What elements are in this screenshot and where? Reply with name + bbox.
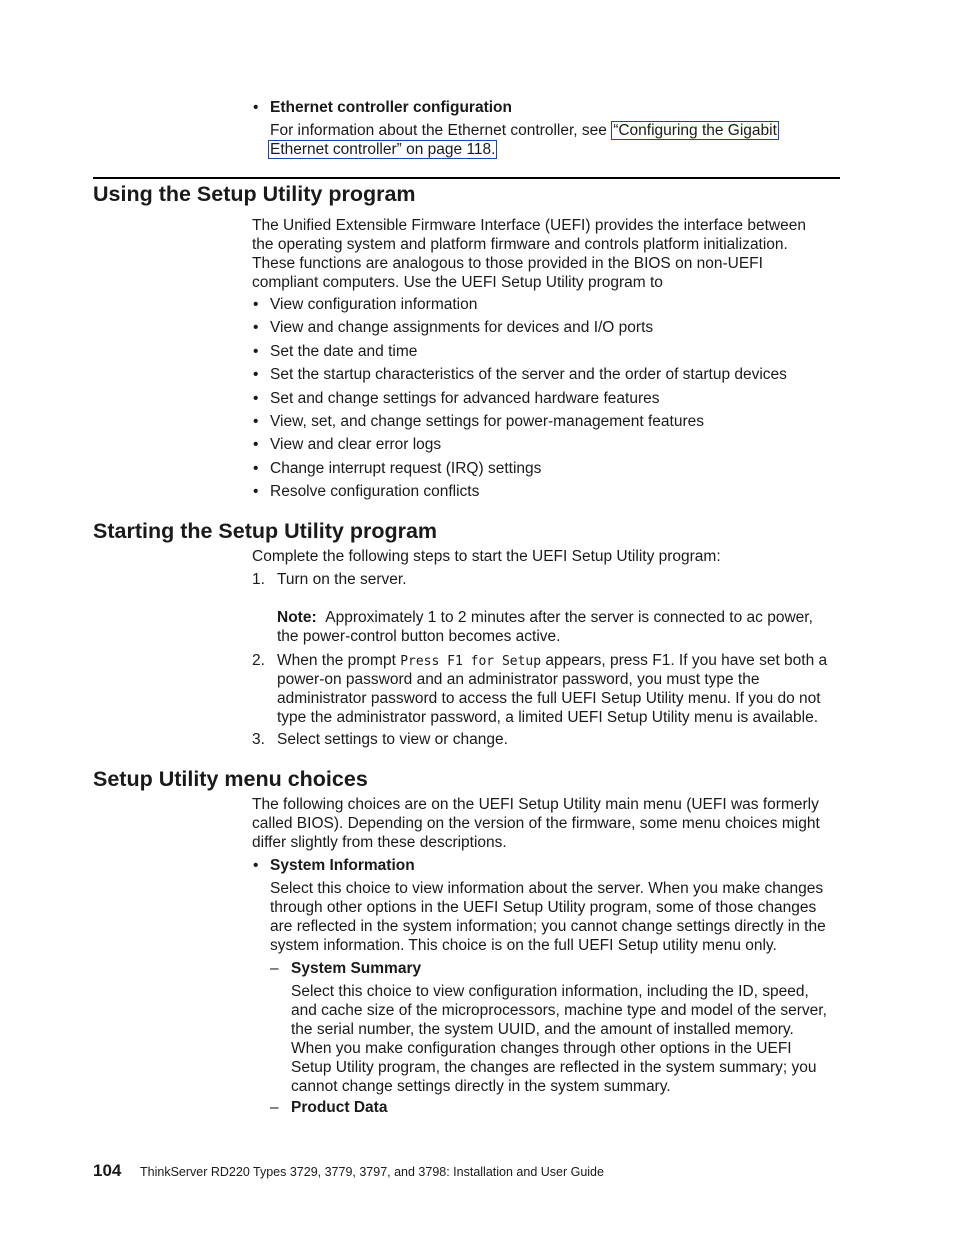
system-information-title: System Information [270, 857, 415, 874]
bullet-icon: • [253, 436, 259, 453]
bullet-icon: • [253, 390, 259, 407]
step-number: 3. [252, 731, 265, 748]
menu-choices-intro: The following choices are on the UEFI Setup Utility main menu (UEFI was formerly called BIOS). Depending on the version of the firmware, some menu choices might differ slightly from these descriptions. [252, 796, 820, 851]
system-information-text: Select this choice to view information about the server. When you make changes through other options in the UEFI Setup Utility program, some of those changes are reflected in the system information; you cannot change settings directly in the system information. This choice is on the full UEFI Setup utility menu only. [270, 880, 826, 954]
note-label: Note: [277, 609, 317, 626]
step-text: Select settings to view or change. [277, 731, 508, 748]
section-heading-using-setup: Using the Setup Utility program [93, 182, 416, 206]
list-item: View, set, and change settings for power-management features [270, 413, 704, 430]
footer-title: ThinkServer RD220 Types 3729, 3779, 3797, and 3798: Installation and User Guide [140, 1165, 604, 1179]
list-item: Set and change settings for advanced hardware features [270, 390, 660, 407]
step2-suffix: appears, press F1. If you have set both a [541, 652, 828, 669]
ethernet-config-prefix: For information about the Ethernet controller, see [270, 122, 612, 139]
note [277, 608, 813, 627]
system-summary-text: Select this choice to view configuration information, including the ID, speed, and cache size of the microprocessors, machine type and model of the server, the serial number, the system UUID, and the amount of installed memory. When you make configuration changes through other options in the UEFI Setup Utility program, the changes are reflected in the system summary; you cannot change settings directly in the system summary. [291, 983, 827, 1095]
bullet-icon: • [253, 319, 259, 336]
section-heading-starting-setup: Starting the Setup Utility program [93, 519, 438, 543]
list-item: Resolve configuration conflicts [270, 483, 480, 500]
starting-setup-intro: Complete the following steps to start the UEFI Setup Utility program: [252, 548, 721, 565]
step2-continued: power-on password and an administrator password, you must type the administrator password to access the full UEFI Setup Utility menu. If you do not type the administrator password, a limited UEFI Setup Utility menu is available. [277, 671, 821, 726]
note-text-line2: the power-control button becomes active. [277, 628, 561, 645]
ethernet-config-title: Ethernet controller configuration [270, 99, 512, 116]
system-summary-title: System Summary [291, 960, 422, 977]
note-text: Approximately 1 to 2 minutes after the server is connected to ac power, [325, 609, 813, 626]
ethernet-link-part1[interactable]: “Configuring the Gigabit [613, 122, 777, 139]
section-intro-using-setup: The Unified Extensible Firmware Interface (UEFI) provides the interface between the operating system and platform firmware and controls platform initialization. These functions are analogous to those provided in the BIOS on non-UEFI compliant computers. Use the UEFI Setup Utility program to [252, 217, 806, 291]
list-item: Change interrupt request (IRQ) settings [270, 460, 542, 477]
bullet-icon: • [253, 413, 259, 430]
list-item: View and clear error logs [270, 436, 442, 453]
step-text: Turn on the server. [277, 571, 407, 588]
bullet-icon: • [253, 343, 259, 360]
ethernet-config-text [270, 121, 779, 140]
bullet-icon: • [253, 296, 259, 313]
step-text [277, 651, 827, 671]
prompt-code: Press F1 for Setup [400, 654, 542, 669]
ethernet-link-part2[interactable]: Ethernet controller” on page 118. [270, 141, 496, 158]
dash-icon: – [270, 960, 279, 977]
product-data-title: Product Data [291, 1099, 388, 1116]
section-heading-menu-choices: Setup Utility menu choices [93, 767, 368, 791]
ethernet-link-line2-wrap [268, 140, 497, 159]
bullet-icon: • [253, 99, 259, 116]
list-item: View configuration information [270, 296, 478, 313]
step-number: 2. [252, 652, 265, 669]
page-number: 104 [93, 1161, 122, 1180]
bullet-icon: • [253, 483, 259, 500]
dash-icon: – [270, 1099, 279, 1116]
step-number: 1. [252, 571, 265, 588]
list-item: View and change assignments for devices and I/O ports [270, 319, 654, 336]
section-divider [93, 177, 840, 179]
bullet-icon: • [253, 366, 259, 383]
bullet-icon: • [253, 857, 259, 874]
list-item: Set the startup characteristics of the server and the order of startup devices [270, 366, 787, 383]
bullet-icon: • [253, 460, 259, 477]
step2-prefix: When the prompt [277, 652, 401, 669]
list-item: Set the date and time [270, 343, 418, 360]
